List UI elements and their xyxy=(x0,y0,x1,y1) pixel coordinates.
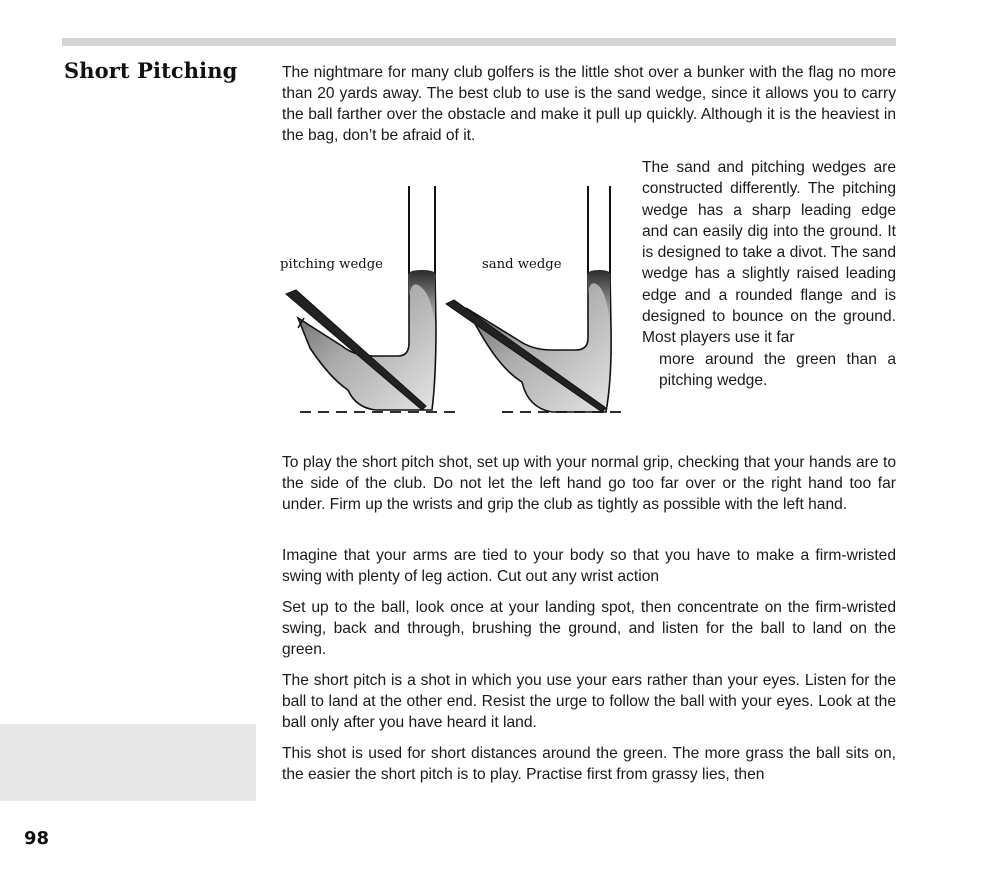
wedge-comparison-main: The sand and pitching wedges are constructed differently. The pitching wedge has a sharp leading edge and can easily dig into the ground. It is designed to take a divot. The sand wedge has a slightly raised leading edge and a rounded flange and is designed to bounce on the ground. Most players use it far xyxy=(642,159,896,347)
wedge-comparison-indented: more around the green than a pitching wedge. xyxy=(659,350,896,389)
page-number: 98 xyxy=(24,828,50,849)
top-rule xyxy=(62,38,896,46)
wedge-comparison-text xyxy=(642,157,896,391)
body-paragraph: This shot is used for short distances around the green. The more grass the ball sits on, the easier the short pitch is to play. Practise first from grassy lies, then xyxy=(282,745,896,783)
margin-shade-box xyxy=(0,724,256,801)
body-paragraph: The short pitch is a shot in which you use your ears rather than your eyes. Listen for the ball to land at the other end. Resist the urge to follow the ball with your eyes. Look at the ball only after you have heard it land. xyxy=(282,672,896,731)
body-paragraph: Set up to the ball, look once at your landing spot, then concentrate on the firm-wristed swing, back and through, brushing the ground, and listen for the ball to land on the green. xyxy=(282,599,896,658)
section-title: Short Pitching xyxy=(64,58,238,83)
sand-wedge-drawing xyxy=(446,186,626,412)
body-paragraph: Imagine that your arms are tied to your body so that you have to make a firm-wristed swing with plenty of leg action. Cut out any wrist action xyxy=(282,547,896,585)
wedge-illustration xyxy=(270,178,634,428)
pitching-wedge-drawing xyxy=(280,186,460,412)
intro-paragraph: The nightmare for many club golfers is the little shot over a bunker with the flag no more than 20 yards away. The best club to use is the sand wedge, since it allows you to carry the ball farther over the obstacle and make it pull up quickly. Although it is the heaviest in the bag, don’t be afraid of it. xyxy=(282,64,896,144)
figure-label-sand: sand wedge xyxy=(482,257,562,272)
figure-label-pitching: pitching wedge xyxy=(280,257,383,272)
body-paragraph: To play the short pitch shot, set up with your normal grip, checking that your hands are to the side of the club. Do not let the left hand go too far over or the right hand too far under. Firm up the wrists and grip the club as tightly as possible with the left hand. xyxy=(282,454,896,513)
